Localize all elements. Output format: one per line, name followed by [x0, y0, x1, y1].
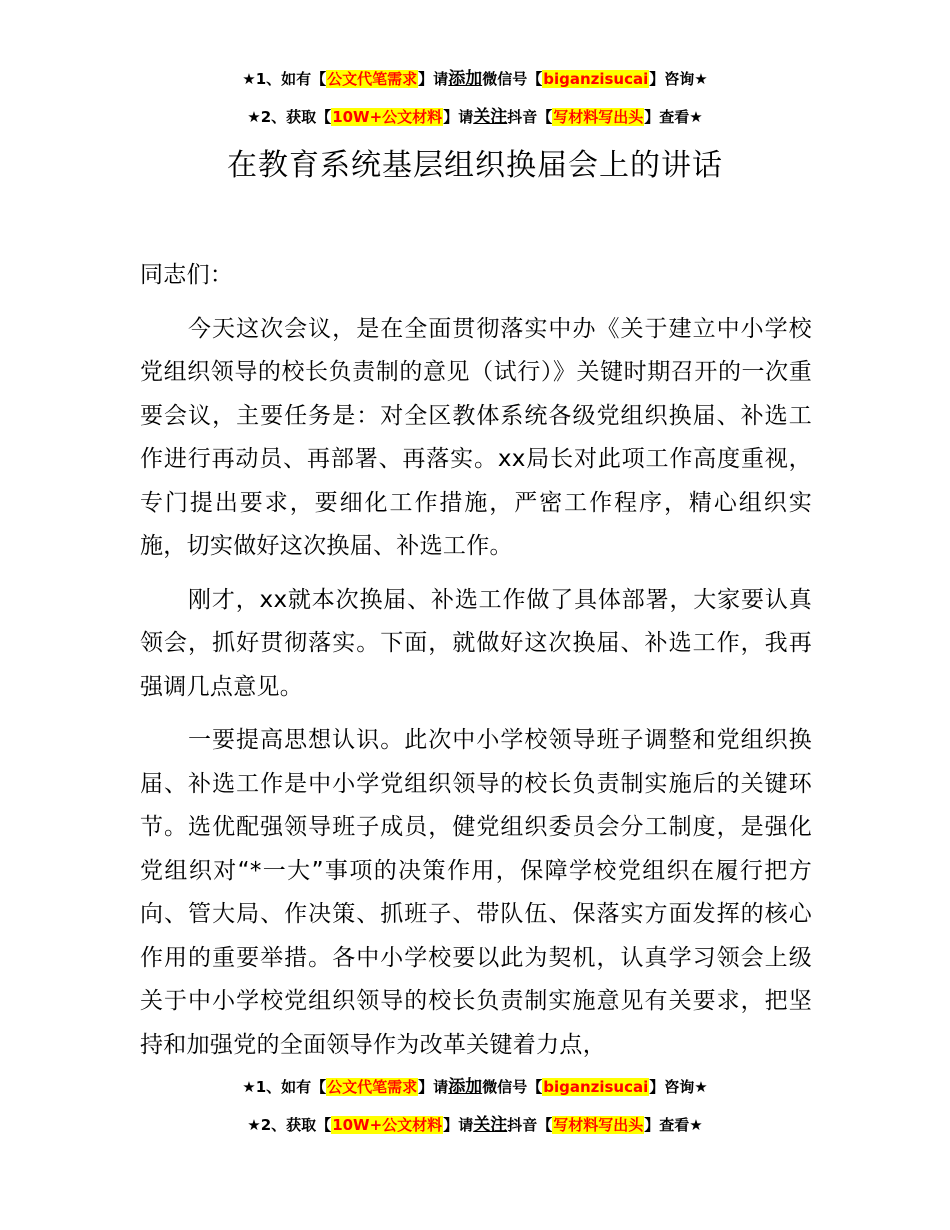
document-title: 在教育系统基层组织换届会上的讲话 — [227, 148, 723, 183]
banner-text: 】请 — [418, 70, 449, 88]
paragraph: 刚才，xx就本次换届、补选工作做了具体部署，大家要认真领会，抓好贯彻落实。下面，就做好这次换届、补选工作，我再强调几点意见。 — [140, 586, 812, 700]
banner-text: 】请 — [443, 1116, 474, 1134]
banner-text: 】咨询★ — [649, 70, 708, 88]
banner-underlined-text: 添加 — [448, 1077, 483, 1097]
banner-text: 】请 — [443, 108, 474, 126]
banner-douyin-id: 写材料写出头 — [553, 1116, 644, 1134]
banner-highlight: 公文代笔需求 — [327, 70, 418, 88]
salutation: 同志们： — [140, 262, 234, 288]
banner-text: ★1、如有【 — [242, 70, 327, 88]
banner-wechat-id: biganzisucai — [543, 1078, 649, 1096]
bottom-banner-line-2 — [0, 1114, 950, 1136]
banner-highlight: 10W+公文材料 — [332, 108, 443, 126]
banner-underlined-text: 关注 — [473, 1115, 508, 1135]
banner-text: 微信号【 — [482, 1078, 543, 1096]
banner-text: ★2、获取【 — [247, 1116, 332, 1134]
top-banner-line-1 — [0, 68, 950, 90]
banner-text: ★2、获取【 — [247, 108, 332, 126]
banner-text: 】咨询★ — [649, 1078, 708, 1096]
banner-wechat-id: biganzisucai — [543, 70, 649, 88]
top-banner-line-2 — [0, 106, 950, 128]
paragraph: 一要提高思想认识。此次中小学校领导班子调整和党组织换届、补选工作是中小学党组织领导的校长负责制实施后的关键环节。选优配强领导班子成员，健党组织委员会分工制度，是强化党组织对“*一大”事项的决策作用，保障学校党组织在履行把方向、管大局、作决策、抓班子、带队伍、保落实方面发挥的核心作用的重要举措。各中小学校要以此为契机，认真学习领会上级关于中小学校党组织领导的校长负责制实施意见有关要求，把坚持和加强党的全面领导作为改革关键着力点， — [140, 727, 812, 1058]
banner-highlight: 公文代笔需求 — [327, 1078, 418, 1096]
banner-text: 抖音【 — [507, 1116, 553, 1134]
banner-text: 】查看★ — [644, 1116, 703, 1134]
banner-text: 】查看★ — [644, 108, 703, 126]
banner-underlined-text: 添加 — [448, 69, 483, 89]
banner-text: 】请 — [418, 1078, 449, 1096]
banner-douyin-id: 写材料写出头 — [553, 108, 644, 126]
bottom-banner-line-1 — [0, 1076, 950, 1098]
banner-text: ★1、如有【 — [242, 1078, 327, 1096]
document-body — [140, 254, 812, 1077]
paragraph: 今天这次会议，是在全面贯彻落实中办《关于建立中小学校党组织领导的校长负责制的意见（试行）》关键时期召开的一次重要会议，主要任务是：对全区教体系统各级党组织换届、补选工作进行再动员、再部署、再落实。xx局长对此项工作高度重视，专门提出要求，要细化工作措施，严密工作程序，精心组织实施，切实做好这次换届、补选工作。 — [140, 315, 812, 559]
banner-highlight: 10W+公文材料 — [332, 1116, 443, 1134]
banner-text: 微信号【 — [482, 70, 543, 88]
banner-text: 抖音【 — [507, 108, 553, 126]
banner-underlined-text: 关注 — [473, 107, 508, 127]
